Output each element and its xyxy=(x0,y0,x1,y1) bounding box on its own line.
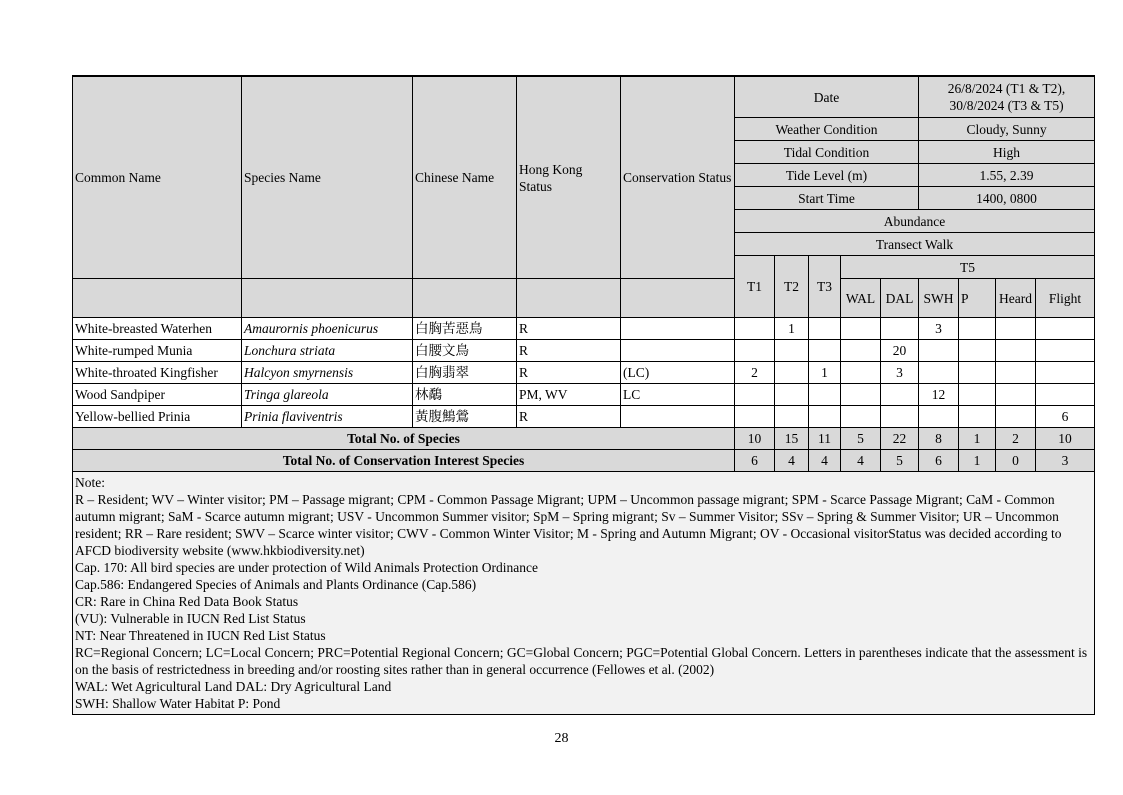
conservation-status xyxy=(621,318,735,340)
table-row xyxy=(73,406,1095,428)
total-species-flight: 10 xyxy=(1036,428,1095,450)
count-wal xyxy=(841,362,881,384)
header-common-name: Common Name xyxy=(73,76,242,279)
header-gap xyxy=(242,279,413,318)
count-swh: 3 xyxy=(919,318,959,340)
hk-status: PM, WV xyxy=(517,384,621,406)
chinese-name: 白胸翡翠 xyxy=(413,362,517,384)
total-species-t1: 10 xyxy=(735,428,775,450)
col-dal: DAL xyxy=(881,279,919,318)
col-t5: T5 xyxy=(841,256,1095,279)
col-t1: T1 xyxy=(735,256,775,318)
header-species-name: Species Name xyxy=(242,76,413,279)
species-name: Prinia flaviventris xyxy=(242,406,413,428)
date-value: 26/8/2024 (T1 & T2), 30/8/2024 (T3 & T5) xyxy=(919,76,1095,118)
count-wal xyxy=(841,406,881,428)
count-flight xyxy=(1036,362,1095,384)
count-p xyxy=(959,318,996,340)
note-nt: NT: Near Threatened in IUCN Red List Status xyxy=(75,628,326,643)
count-dal: 20 xyxy=(881,340,919,362)
count-t3 xyxy=(809,384,841,406)
common-name: Wood Sandpiper xyxy=(73,384,242,406)
count-flight xyxy=(1036,340,1095,362)
count-dal xyxy=(881,318,919,340)
tidal-value: High xyxy=(919,141,1095,164)
count-dal xyxy=(881,406,919,428)
count-wal xyxy=(841,340,881,362)
note-cr: CR: Rare in China Red Data Book Status xyxy=(75,594,299,609)
count-heard xyxy=(996,318,1036,340)
note-wal-dal: WAL: Wet Agricultural Land DAL: Dry Agricultural Land xyxy=(75,679,392,694)
count-t2: 1 xyxy=(775,318,809,340)
total-species-t3: 11 xyxy=(809,428,841,450)
table-row xyxy=(73,362,1095,384)
note-status-legend: R – Resident; WV – Winter visitor; PM – Passage migrant; CPM - Common Passage Migrant; UPM – Uncommon passage migrant; SPM - Scarce Passage Migrant; CaM - Common autumn migrant; SaM - Scarce autumn migrant; USV - Uncommon Summer visitor; SpM – Spring migrant; Sv – Summer Visitor; SSv – Spring & Summer Visitor; UR – Uncommon resident; RR – Rare resident; SWV – Scarce winter visitor; CWV - Common Winter Visitor; M - Spring and Autumn Migrant; OV - Occasional visitorStatus was decided according to AFCD biodiversity website (www.hkbiodiversity.net) xyxy=(75,492,1062,558)
count-p xyxy=(959,384,996,406)
count-dal xyxy=(881,384,919,406)
total-species-wal: 5 xyxy=(841,428,881,450)
count-heard xyxy=(996,362,1036,384)
count-heard xyxy=(996,406,1036,428)
total-species-label: Total No. of Species xyxy=(73,428,735,450)
count-t1: 2 xyxy=(735,362,775,384)
total-species-p: 1 xyxy=(959,428,996,450)
total-cis-wal: 4 xyxy=(841,450,881,472)
count-t1 xyxy=(735,340,775,362)
count-p xyxy=(959,362,996,384)
chinese-name: 黃腹鷦鶯 xyxy=(413,406,517,428)
abundance-label: Abundance xyxy=(735,210,1095,233)
count-wal xyxy=(841,318,881,340)
table-row xyxy=(73,340,1095,362)
total-cis-t3: 4 xyxy=(809,450,841,472)
total-cis-flight: 3 xyxy=(1036,450,1095,472)
total-species-t2: 15 xyxy=(775,428,809,450)
common-name: White-rumped Munia xyxy=(73,340,242,362)
header-gap xyxy=(413,279,517,318)
date-label: Date xyxy=(735,76,919,118)
count-p xyxy=(959,340,996,362)
header-gap xyxy=(621,279,735,318)
count-t1 xyxy=(735,384,775,406)
header-chinese-name: Chinese Name xyxy=(413,76,517,279)
count-swh xyxy=(919,340,959,362)
col-heard: Heard xyxy=(996,279,1036,318)
count-t2 xyxy=(775,362,809,384)
hk-status: R xyxy=(517,362,621,384)
total-cis-dal: 5 xyxy=(881,450,919,472)
table-row xyxy=(73,318,1095,340)
chinese-name: 林鷸 xyxy=(413,384,517,406)
count-flight xyxy=(1036,318,1095,340)
conservation-status: LC xyxy=(621,384,735,406)
chinese-name: 白胸苦惡鳥 xyxy=(413,318,517,340)
count-wal xyxy=(841,384,881,406)
count-dal: 3 xyxy=(881,362,919,384)
count-t2 xyxy=(775,384,809,406)
col-swh: SWH xyxy=(919,279,959,318)
common-name: White-throated Kingfisher xyxy=(73,362,242,384)
count-swh xyxy=(919,406,959,428)
species-name: Amaurornis phoenicurus xyxy=(242,318,413,340)
count-t3 xyxy=(809,318,841,340)
col-wal: WAL xyxy=(841,279,881,318)
count-t1 xyxy=(735,318,775,340)
note-cap586: Cap.586: Endangered Species of Animals and Plants Ordinance (Cap.586) xyxy=(75,577,477,592)
note-heading: Note: xyxy=(75,475,105,490)
total-cis-p: 1 xyxy=(959,450,996,472)
total-species-heard: 2 xyxy=(996,428,1036,450)
col-t3: T3 xyxy=(809,256,841,318)
start-time-label: Start Time xyxy=(735,187,919,210)
hk-status: R xyxy=(517,406,621,428)
notes-cell xyxy=(73,472,1095,715)
header-conservation-status: Conservation Status xyxy=(621,76,735,279)
count-swh xyxy=(919,362,959,384)
note-concern-legend: RC=Regional Concern; LC=Local Concern; PRC=Potential Regional Concern; GC=Global Concern; PGC=Potential Global Concern. Letters in parentheses indicate that the assessment is on the basis of restrictedness in breeding and/or roosting sites rather than in general occurrence (Fellowes et al. (2002) xyxy=(75,645,1088,677)
page-number: 28 xyxy=(554,731,569,746)
total-cis-swh: 6 xyxy=(919,450,959,472)
note-swh-p: SWH: Shallow Water Habitat P: Pond xyxy=(75,696,281,711)
count-t2 xyxy=(775,340,809,362)
count-flight: 6 xyxy=(1036,406,1095,428)
note-vu: (VU): Vulnerable in IUCN Red List Status xyxy=(75,611,306,626)
weather-label: Weather Condition xyxy=(735,118,919,141)
weather-value: Cloudy, Sunny xyxy=(919,118,1095,141)
tidal-label: Tidal Condition xyxy=(735,141,919,164)
col-t2: T2 xyxy=(775,256,809,318)
hk-status: R xyxy=(517,340,621,362)
count-heard xyxy=(996,340,1036,362)
transect-walk-label: Transect Walk xyxy=(735,233,1095,256)
common-name: White-breasted Waterhen xyxy=(73,318,242,340)
chinese-name: 白腰文鳥 xyxy=(413,340,517,362)
total-species-swh: 8 xyxy=(919,428,959,450)
count-p xyxy=(959,406,996,428)
species-name: Tringa glareola xyxy=(242,384,413,406)
conservation-status xyxy=(621,406,735,428)
table-row xyxy=(73,384,1095,406)
header-hk-status: Hong Kong Status xyxy=(517,76,621,279)
total-cis-label: Total No. of Conservation Interest Species xyxy=(73,450,735,472)
count-heard xyxy=(996,384,1036,406)
col-p: P xyxy=(959,279,996,318)
total-species-row xyxy=(73,428,1095,450)
note-cap170: Cap. 170: All bird species are under protection of Wild Animals Protection Ordinance xyxy=(75,560,538,575)
species-name: Lonchura striata xyxy=(242,340,413,362)
count-flight xyxy=(1036,384,1095,406)
col-flight: Flight xyxy=(1036,279,1095,318)
header-gap xyxy=(73,279,242,318)
header-gap xyxy=(517,279,621,318)
hk-status: R xyxy=(517,318,621,340)
count-t3 xyxy=(809,406,841,428)
total-cis-heard: 0 xyxy=(996,450,1036,472)
count-t3 xyxy=(809,340,841,362)
species-name: Halcyon smyrnensis xyxy=(242,362,413,384)
count-t3: 1 xyxy=(809,362,841,384)
count-t1 xyxy=(735,406,775,428)
common-name: Yellow-bellied Prinia xyxy=(73,406,242,428)
tide-level-label: Tide Level (m) xyxy=(735,164,919,187)
conservation-status: (LC) xyxy=(621,362,735,384)
total-cis-t2: 4 xyxy=(775,450,809,472)
total-species-dal: 22 xyxy=(881,428,919,450)
total-cis-t1: 6 xyxy=(735,450,775,472)
count-swh: 12 xyxy=(919,384,959,406)
bird-survey-table xyxy=(72,75,1095,715)
conservation-status xyxy=(621,340,735,362)
start-time-value: 1400, 0800 xyxy=(919,187,1095,210)
tide-level-value: 1.55, 2.39 xyxy=(919,164,1095,187)
total-cis-row xyxy=(73,450,1095,472)
count-t2 xyxy=(775,406,809,428)
